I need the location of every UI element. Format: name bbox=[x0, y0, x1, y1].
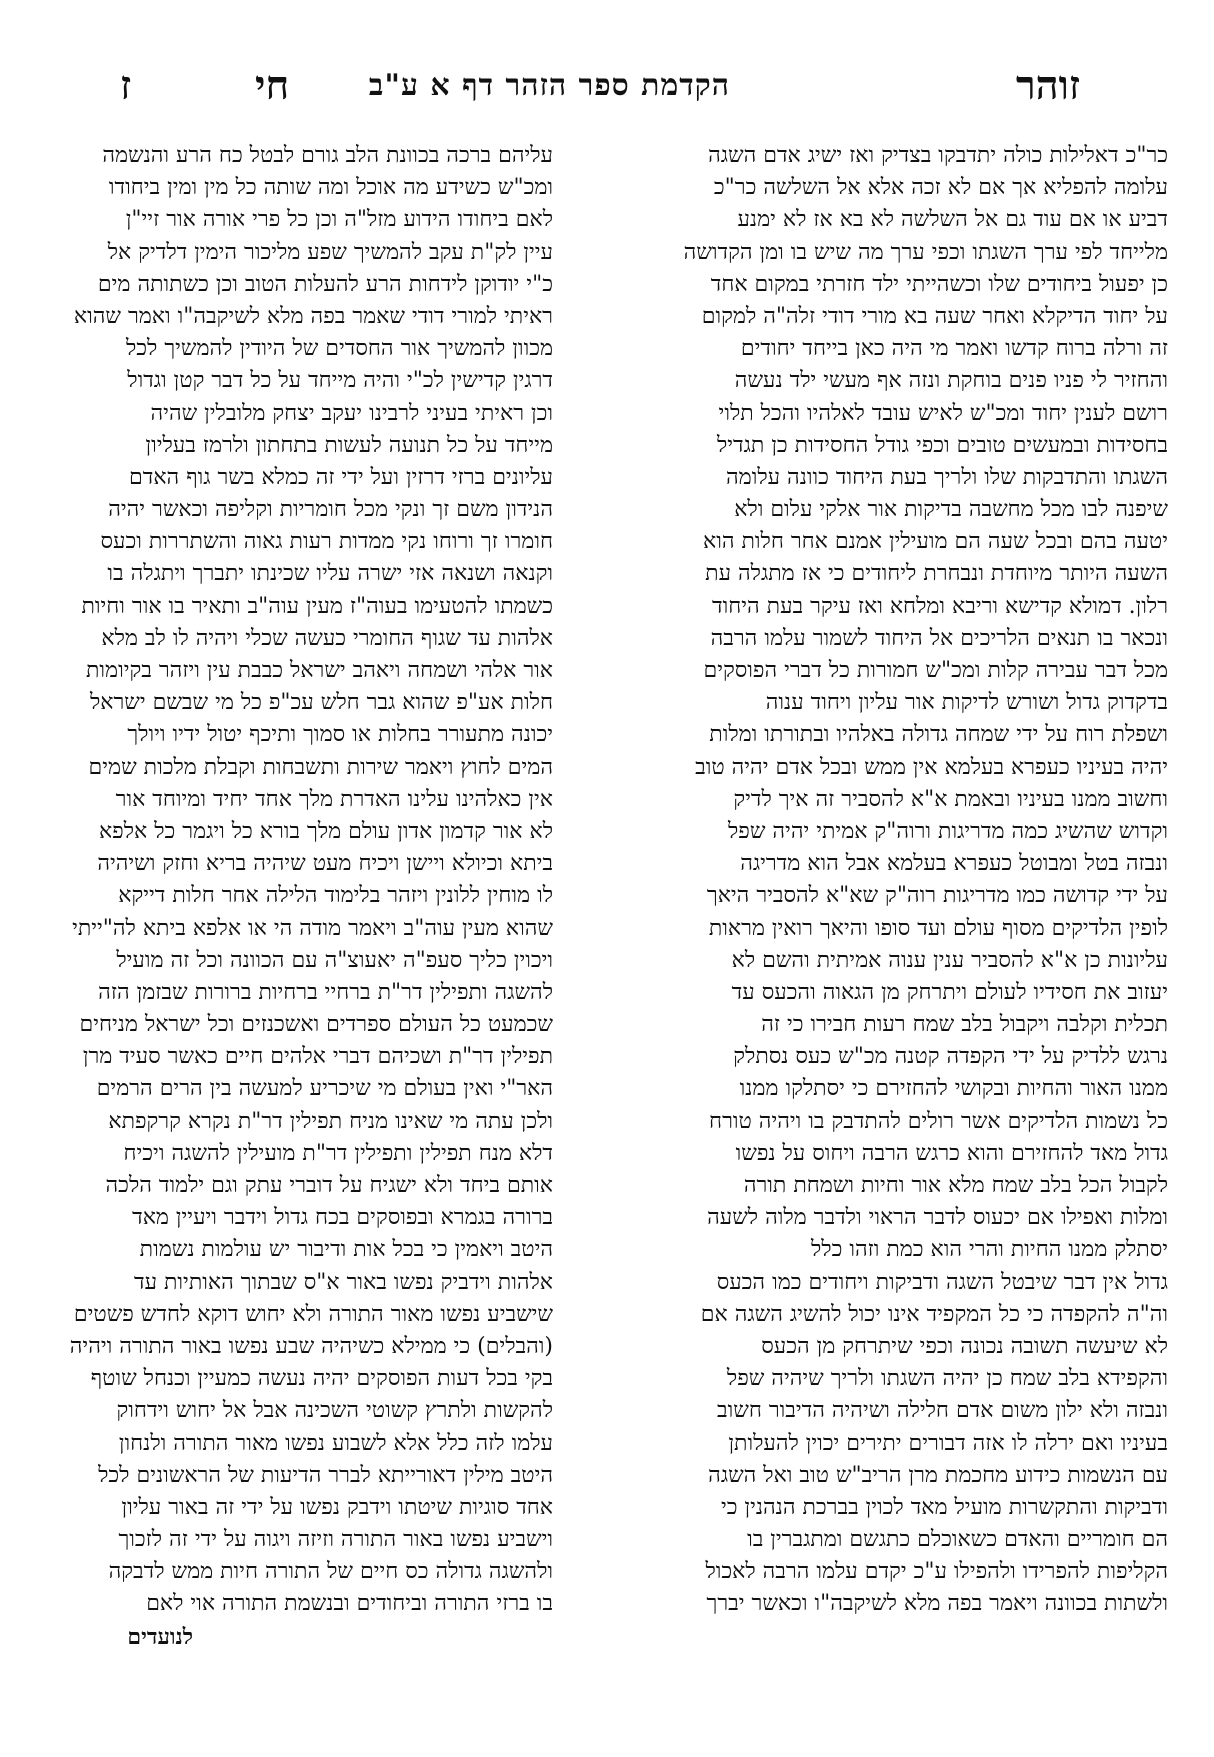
text-line: עם הנשמות כידוע מחכמת מרן הריב"ש טוב ואל השגה bbox=[708, 1462, 1168, 1488]
text-line: האר"י ואין בעולם מי שיכריע למעשה בין הרים הרמים bbox=[96, 1076, 553, 1102]
text-line: וקדוש שהשיג כמה מדריגות ורוה"ק אמיתי יהיה שפל bbox=[728, 818, 1168, 844]
text-line: זה ורלה ברוח קדשו ואמר מי היה כאן בייחד יחודים bbox=[740, 336, 1168, 362]
text-line: לופין הלדיקים מסוף עולם ועד סופו והיאך רואין מראות bbox=[708, 915, 1168, 941]
text-line: בו ברזי התורה וביחודים ובנשמת התורה אוי לאם bbox=[146, 1591, 553, 1617]
text-line: רלון. דמולא קדישא וריבא ומלחא ואז עיקר בעת היחוד bbox=[712, 593, 1168, 619]
text-line: ראיתי למורי דודי שאמר בפה מלא לשיקבה"ו ואמר שהוא bbox=[73, 303, 553, 329]
text-line: על ידי קדושה כמו מדריגות רוה"ק שא"א להסביר היאך bbox=[706, 883, 1168, 909]
text-line: כר"כ דאלילות כולה יתדבקו בצדיק ואז ישיג אדם השגה bbox=[708, 143, 1168, 168]
text-line: בקי בכל דעות הפוסקים יהיה נעשה כמעיין וכנחל שוטף bbox=[90, 1366, 553, 1392]
text-line: מלייחד לפי ערך השגתו וכפי ערך מה שיש בו ומן הקדושה bbox=[683, 239, 1168, 265]
text-line: נרגש ללדיק על ידי הקפדה קטנה מכ"ש כעס נסתלק bbox=[733, 1044, 1168, 1070]
text-line: ונבזה ולא ילון משום אדם חלילה ושיהיה הדיבור חשוב bbox=[717, 1398, 1168, 1424]
running-head-title: הקדמת ספר הזהר דף א ע"ב bbox=[368, 68, 730, 103]
text-line: הם חומריים והאדם כשאוכלם כתגשם ומתגברין בו bbox=[747, 1527, 1168, 1553]
text-line: וחשוב ממנו בעיניו ובאמת א"א להסביר זה איך לדיק bbox=[733, 786, 1168, 812]
text-line: מכל דבר עבירה קלות ומכ"ש חמורות כל דברי הפוסקים bbox=[703, 658, 1168, 683]
page-number: ז bbox=[120, 62, 132, 109]
text-line: וכן ראיתי בעיני לרבינו יעקב יצחק מלובלין שהיה bbox=[150, 400, 553, 426]
text-line: יכונה מתעורר בחלות או סמוך ותיכף יטול ידיו ויולך bbox=[127, 722, 553, 748]
text-line: תכלית וקלבה ויקבול בלב שמח רעות חבירו כי זה bbox=[761, 1012, 1168, 1038]
text-line: אור אלהי ושמחה ויאהב ישראל כבבת עין ויזהר בקיומות bbox=[86, 658, 553, 683]
text-line: היטב מילין דאורייתא לברר הדיעות של הראשונים לכל bbox=[98, 1462, 553, 1488]
text-line: בחסידות ובמעשים טובים וכפי גודל החסידות כן תגדיל bbox=[717, 432, 1168, 458]
text-line: היטב ויאמין כי בכל אות ודיבור יש עולמות נשמות bbox=[139, 1237, 553, 1263]
text-line: מכוון להמשיך אור החסדים של היודין להמשיך לכל bbox=[125, 336, 553, 362]
text-line: גדול מאד להחזירם והוא כרגש הרבה ויחוס על נפשו bbox=[735, 1140, 1168, 1166]
text-line: ויכוין כליך סעפ"ה יאעוצ"ה עם הכוונה וכל זה מועיל bbox=[116, 947, 553, 973]
text-line: לקבול הכל בלב שמח מלא אור וחיות ושמחת תורה bbox=[743, 1173, 1168, 1198]
text-line: שהוא מעין עוה"ב ויאמר מודה הי או אלפא ביתא לה"ייתי bbox=[72, 915, 553, 941]
text-line: והקפידא בלב שמח כן יהיה השגתו ולריך שיהיה שפל bbox=[726, 1366, 1168, 1392]
text-line: יהיה בעיניו כעפרא בעלמא אין ממש ובכל אדם יהיה טוב bbox=[695, 754, 1168, 780]
text-line: המים לחוץ ויאמר שירות ותשבחות וקבלת מלכות שמים bbox=[88, 754, 553, 780]
text-line: עלומה להפליא אך אם לא זכה אלא אל השלשה כר"כ bbox=[713, 175, 1168, 201]
text-line: השגתו והתדבקות שלו ולריך בעת היחוד כוונה עלומה bbox=[726, 464, 1168, 490]
text-line: ושפלת רוח על ידי שמחה גדולה באלהיו ובתורתו ומלות bbox=[709, 722, 1168, 748]
text-line: תפילין דר"ת ושכיהם דברי אלהים חיים כאשר סעיד מרן bbox=[82, 1044, 553, 1070]
text-line: שיפנה לבו מכל מחשבה בדיקות אור אלקי עלום ולא bbox=[734, 497, 1168, 523]
text-line: לא אור קדמון אדון עולם מלך בורא כל ויגמר כל אלפא bbox=[98, 818, 553, 844]
text-line: דרגין קדישין לכ"י והיה מייחד על כל דבר קטן וגדול bbox=[127, 368, 553, 394]
text-line: אלהות וידביק נפשו באור א"ס שבתוך האותיות עד bbox=[133, 1269, 553, 1295]
text-line: ונבזה בטל ומבוטל כעפרא בעלמא אבל הוא מדריגה bbox=[740, 851, 1168, 877]
text-line: גדול אין דבר שיבטל השגה ודביקות ויחודים כמו הכעס bbox=[716, 1269, 1168, 1295]
text-line: אלהות עד שגוף החומרי כעשה שכלי ויהיה לו לב מלא bbox=[101, 625, 553, 651]
text-line: בדקדוק גדול ושורש לדיקות אור עליון ויחוד ענוה bbox=[765, 690, 1168, 716]
text-line: דביע או אם עוד גם אל השלשה לא בא אז לא ימנע bbox=[737, 207, 1168, 233]
text-line: כל נשמות הלדיקים אשר רולים להתדבק בו ויהיה טורח bbox=[709, 1108, 1168, 1134]
text-line: אין כאלהינו עלינו האדרת מלך אחד יחיד ומיוחד אור bbox=[115, 786, 553, 812]
text-line: מייחד על כל תנועה לעשות בתחתון ולרמז בעליון bbox=[145, 432, 553, 458]
text-line: עליונות כן א"א להסביר ענין ענוה אמיתית והשם לא bbox=[731, 947, 1168, 973]
text-line: אותם ביחד ולא ישגיח על דוברי עתק וגם ילמוד הלכה bbox=[105, 1173, 553, 1198]
text-line: על יחוד הדיקלא ואחר שעה בא מורי דודי זלה"ה למקום bbox=[701, 303, 1168, 329]
running-head-section: חי bbox=[255, 62, 290, 109]
text-line: ולשתות בכוונה ויאמר בפה מלא לשיקבה"ו וכאשר יברך bbox=[706, 1591, 1168, 1617]
text-column-left bbox=[63, 140, 553, 1653]
text-line: עליהם ברכה בכוונת הלב גורם לבטל כח הרע והנשמה bbox=[102, 143, 553, 168]
text-line: הקליפות להפרידו ולהפילו ע"כ יקדם עלמו הרבה לאכול bbox=[705, 1559, 1168, 1585]
text-line: השעה היותר מיוחדת ונבחרת ליחודים כי אז מתגלה עת bbox=[705, 561, 1168, 587]
text-line: להשגה ותפילין דר"ת ברחיי ברחיות ברורות שבזמן הזה bbox=[98, 979, 553, 1005]
text-line: יסתלק ממנו החיות והרי הוא כמת וזהו כלל bbox=[810, 1237, 1168, 1263]
text-line: ברורה בגמרא ובפוסקים בכח גדול וידבר ויעיין מאד bbox=[132, 1205, 553, 1231]
text-line: ומלות ואפילו אם יכעוס לדבר הראוי ולדבר מלוה לשעה bbox=[707, 1205, 1168, 1231]
text-line: כן יפעול ביחודים שלו וכשהייתי ילד חזרתי במקום אחד bbox=[710, 271, 1168, 297]
closing-word: לנועדים bbox=[127, 1623, 193, 1650]
text-line: וקנאה ושנאה אזי ישרה עליו שכינתו יתברך ויתגלה בו bbox=[107, 561, 553, 587]
page-header bbox=[120, 62, 1080, 122]
text-line: כשמתו להטעימו בעוה"ז מעין עוה"ב ותאיר בו אור וחיות bbox=[81, 593, 553, 619]
text-line: לו מוחין ללונין ויזהר בלימוד הלילה אחר חלות דייקא bbox=[118, 883, 553, 909]
text-line: ונכאר בו תנאים הלריכים אל היחוד לשמור עלמו הרבה bbox=[710, 625, 1168, 651]
running-head-book: זוהר bbox=[1015, 62, 1080, 109]
text-line: שישביע נפשו מאור התורה ולא יחוש דוקא לחדש פשטים bbox=[73, 1301, 553, 1327]
text-line: וה"ה להקפדה כי כל המקפיד אינו יכול להשיג השגה אם bbox=[700, 1301, 1168, 1327]
text-line: דלא מנח תפילין ותפילין דר"ת מועילין להשגה ויכיח bbox=[123, 1140, 553, 1166]
text-line: בעיניו ואם ירלה לו אזה דבורים יתירים יכוין להעלותן bbox=[728, 1430, 1168, 1456]
text-line: להקשות ולתרץ קשוטי השכינה אבל אל יחוש וידחוק bbox=[116, 1398, 553, 1424]
text-line: רושם לענין יחוד ומכ"ש לאיש עובד לאלהיו והכל תלוי bbox=[718, 400, 1168, 426]
text-line: עליונים ברזי דרזין ועל ידי זה כמלא בשר גוף האדם bbox=[129, 464, 553, 490]
text-line: ביתא וכיולא ויישן ויכיח מעט שיהיה בריא וחזק ושיהיה bbox=[97, 851, 553, 877]
text-line: ממנו האור והחיות ובקושי להחזירם כי יסתלקו ממנו bbox=[739, 1076, 1168, 1102]
text-line: שכמעט כל העולם ספרדים ואשכנזים וכל ישראל מניחים bbox=[79, 1012, 553, 1038]
text-line: ולכן עתה מי שאינו מניח תפילין דר"ת נקרא קרקפתא bbox=[108, 1108, 553, 1134]
text-line: לאם ביחודו הידוע מזל"ה וכן כל פרי אורה אור זיי"ן bbox=[125, 207, 553, 233]
text-line: אחד סוגיות שיטתו וידבק נפשו על ידי זה באור עליון bbox=[121, 1494, 553, 1520]
text-line: חלות אע"פ שהוא גבר חלש עכ"פ כל מי שבשם ישראל bbox=[89, 690, 553, 716]
text-line: עיין לק"ת עקב להמשיך שפע מליכור הימין דלדיק אל bbox=[107, 239, 553, 265]
text-line: ודביקות והתקשרות מועיל מאד לכוין בברכת הנהנין כי bbox=[720, 1494, 1168, 1520]
text-line: כ"י יודוקן לידחות הרע להעלות הטוב וכן כשתותה מים bbox=[97, 271, 553, 297]
text-line: והחזיר לי פניו פנים בוחקת ונזה אף מעשי ילד נעשה bbox=[734, 368, 1168, 394]
text-line: עלמו לזה כלל אלא לשבוע נפשו מאור התורה ולנחון bbox=[118, 1430, 553, 1456]
text-line: יעזוב את חסידיו לעולם ויתרחק מן הגאוה והכעס עד bbox=[731, 979, 1168, 1005]
text-line: (והבלים) כי ממילא כשיהיה שבע נפשו באור התורה ויהיה bbox=[69, 1333, 553, 1359]
text-line: לא שיעשה תשובה נכונה וכפי שיתרחק מן הכעס bbox=[761, 1333, 1168, 1359]
text-line: ולהשגה גדולה כס חיים של התורה חיות ממש לדבקה bbox=[108, 1559, 553, 1585]
text-line: חומרו זך ורוחו נקי ממדות רעות גאוה והשתררות וכעס bbox=[100, 529, 553, 555]
text-line: ומכ"ש כשידע מה אוכל ומה שותה כל מין ומין ביחודו bbox=[108, 175, 553, 201]
text-line: וישביע נפשו באור התורה וזיזה ויגוה על ידי זה לזכוך bbox=[118, 1527, 553, 1553]
text-line: הנידון משם זך ונקי מכל חומריות וקליפה וכאשר יהיה bbox=[108, 497, 553, 523]
text-column-right bbox=[678, 140, 1168, 1621]
text-line: יטעה בהם ובכל שעה הם מועילין אמנם אחר חלות הוא bbox=[703, 529, 1168, 555]
